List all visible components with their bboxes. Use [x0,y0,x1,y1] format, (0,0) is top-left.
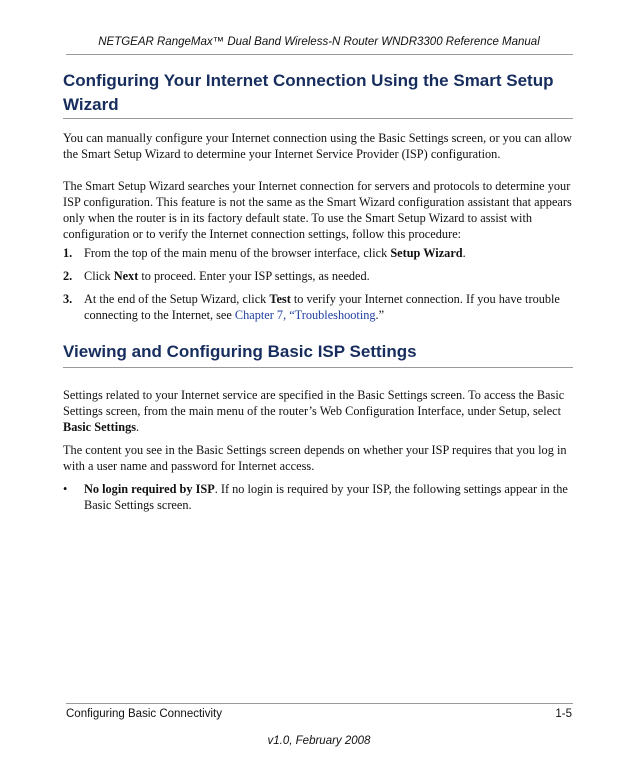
section-divider [63,118,573,119]
paragraph-text-end: . [136,420,140,434]
paragraph-manual-config: You can manually configure your Internet connection using the Basic Settings screen, or you can allow the Smart Setup Wizard to determine your Internet Service Provider (ISP) configuration. [63,131,572,161]
next-term: Next [113,269,139,283]
list-item [63,245,575,261]
step-text-end: . [462,246,466,260]
list-item [63,291,575,323]
section-title-smart-setup: Configuring Your Internet Connection Using the Smart Setup Wizard [63,71,554,114]
running-header: NETGEAR RangeMax™ Dual Band Wireless-N Router WNDR3300 Reference Manual [98,36,540,48]
list-item [63,268,575,284]
step-text: From the top of the main menu of the browser interface, click [84,246,391,260]
footer-divider [66,703,573,704]
step-number: 1. [63,246,73,260]
setup-wizard-term: Setup Wizard [390,246,463,260]
step-text: Click [84,269,114,283]
step-text-mid: to verify your Internet connection. If you have trouble connecting to the Internet, see [84,292,560,322]
step-number: 3. [63,292,73,306]
section-title-basic-isp: Viewing and Configuring Basic ISP Settings [63,342,417,361]
step-number: 2. [63,269,73,283]
bullet-text: . If no login is required by your ISP, the following settings appear in the Basic Settings screen. [84,482,568,512]
step-text-end: .” [375,308,385,322]
bullet-icon: • [63,482,68,496]
step-text-end: to proceed. Enter your ISP settings, as needed. [138,269,370,283]
paragraph-smart-wizard: The Smart Setup Wizard searches your Internet connection for servers and protocols to determine your ISP configuration. This feature is not the same as the Smart Wizard configuration assistant that appears only when the router is in its factory default state. To use the Smart Setup Wizard to assist with configuration or to verify the Internet connection settings, follow this procedure: [63,179,572,241]
basic-settings-term: Basic Settings [63,420,137,434]
paragraph-text: Settings related to your Internet service are specified in the Basic Settings screen. To access the Basic Settings screen, from the main menu of the router’s Web Configuration Interface, under Setup, select [63,388,565,418]
footer-chapter: Configuring Basic Connectivity [66,708,222,720]
no-login-term: No login required by ISP [84,482,215,496]
paragraph-basic-settings [63,387,575,435]
page-number: 1-5 [555,708,572,720]
section-divider [63,367,573,368]
troubleshooting-link[interactable]: Chapter 7, “Troubleshooting [234,308,376,322]
test-term: Test [269,292,291,306]
list-item [63,481,575,513]
step-text: At the end of the Setup Wizard, click [84,292,270,306]
paragraph-content-depends: The content you see in the Basic Settings screen depends on whether your ISP requires that you log in with a user name and password for Internet access. [63,443,567,473]
header-divider [66,54,573,55]
footer-version: v1.0, February 2008 [267,735,371,747]
